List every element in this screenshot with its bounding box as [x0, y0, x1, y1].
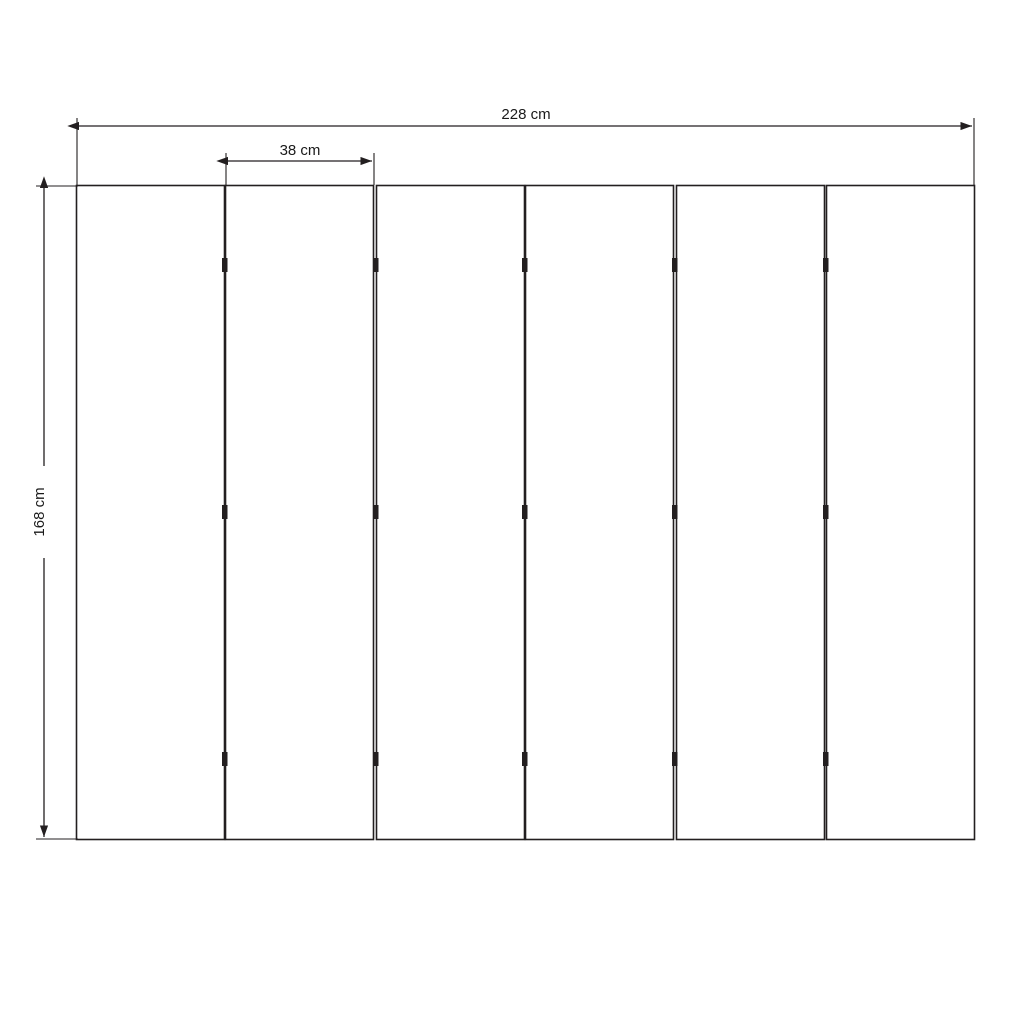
total-width-label: 228 cm	[501, 106, 551, 123]
hinge-icon	[222, 752, 228, 766]
hinge-icon	[672, 752, 678, 766]
hinge-icon	[222, 505, 228, 519]
hinge-icon	[222, 258, 228, 272]
panel-2	[226, 186, 374, 840]
panel-3	[377, 186, 525, 840]
panel-width-dimension	[226, 139, 374, 185]
panel-5	[677, 186, 825, 840]
hinge-icon	[522, 752, 528, 766]
hinge-icon	[823, 258, 829, 272]
total-width-dimension	[77, 103, 974, 185]
panel-6	[827, 186, 975, 840]
hinge-icon	[373, 258, 379, 272]
hinge-icon	[823, 752, 829, 766]
hinge-icon	[522, 258, 528, 272]
hinge-icon	[672, 505, 678, 519]
hinge-icon	[522, 505, 528, 519]
height-dimension	[31, 186, 78, 839]
panel-width-label: 38 cm	[279, 142, 321, 159]
panel-4	[526, 186, 674, 840]
panel-1	[77, 186, 225, 840]
hinge-icon	[373, 752, 379, 766]
hinge-icon	[672, 258, 678, 272]
hinge-icon	[373, 505, 379, 519]
height-label: 168 cm	[31, 487, 48, 537]
hinge-icon	[823, 505, 829, 519]
